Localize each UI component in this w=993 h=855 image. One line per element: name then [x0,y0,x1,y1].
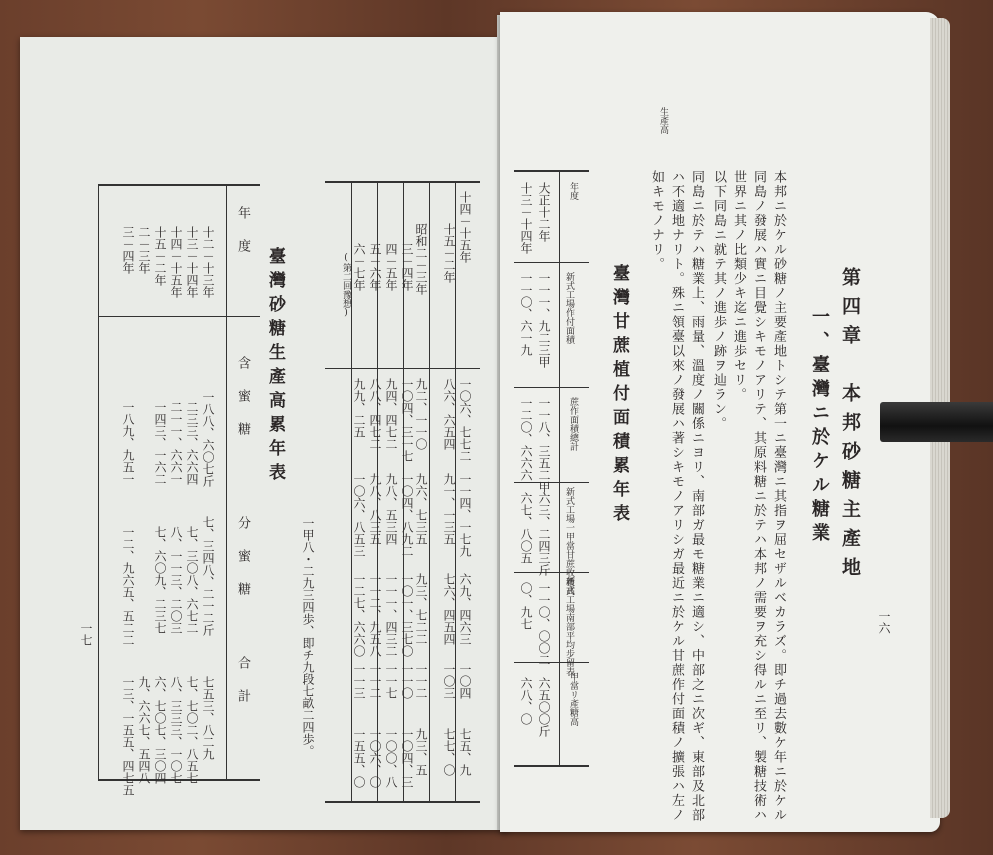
right-table [514,170,589,767]
upper-col-a-2: 八六、六五四 [442,378,456,450]
lower-ganmitsu-3: 二一一、六六一 [169,401,183,485]
lower-year-1: 十二－十三年 [201,226,215,298]
lower-ganmitsu-6: 一八九、九五一 [121,401,135,485]
binder-clip [880,402,993,442]
upper-col-b-7: 一〇六、八五三 [352,473,366,557]
right-row2-total-area: 一二〇、六六六 [519,397,533,481]
right-row1-ratio: 一一〇、〇〇二 [537,582,551,666]
upper-year-5: 四－五年 [384,243,398,291]
upper-col-c-3: 九三、七二二 [414,573,428,645]
upper-col-b-4: 一〇四、八九二 [400,473,414,557]
upper-col-c-7: 一二七、六六〇 [352,573,366,657]
right-row1-year: 大正十二年 [537,182,551,242]
upper-col-e-1: 七五、九 [458,728,472,776]
right-header-total-area: 蔗作面積總計 [568,397,578,451]
upper-col-d-7: 一一三 [352,663,366,699]
upper-col-d-5: 一一七 [384,663,398,699]
paragraph-line-6: ハ不適地ナリト。殊ニ領臺以來ノ發展ハ著シキモノアリシガ最近ニ於ケル甘蔗作付面積ノ擴張ハ左ノ [669,170,684,823]
upper-col-a-3: 九二、一一〇 [414,378,428,450]
upper-col-b-5: 九八、五三四 [384,473,398,545]
upper-table [325,181,480,803]
right-header-factory-area: 新式工場作付面積 [564,272,574,344]
lower-ganmitsu-1: 一八八、六〇七斤 [201,391,215,487]
upper-col-e-6: 一〇六、〇 [368,728,382,788]
upper-year-3: 昭和二－三年 [414,223,428,295]
right-row1-yield: 六三、二四三斤 [537,492,551,576]
upper-col-c-4: 一〇一、三七〇 [400,573,414,657]
lower-year-4: 十五－二年 [153,226,167,286]
upper-year-4: 三－四年 [400,243,414,291]
lower-header-ganmitsu: 含蜜糖 [235,356,250,455]
right-header-sugar-per-ko: 甲當リ產糖高 [568,672,578,726]
right-page-number: 一六 [877,610,891,634]
upper-year-note: (第二回豫想) [341,253,351,318]
lower-total-1: 七五三、八二九 [201,676,215,760]
section-title: 一、臺灣ニ於ケル糖業 [809,307,830,547]
upper-col-a-6: 八八、四七二 [368,378,382,450]
paragraph-line-3: 世界ニ其ノ比類少キ迄ニ進歩セリ。 [731,170,746,402]
upper-year-1: 十四－十五年 [458,191,472,263]
upper-col-e-5: 一〇〇、八 [384,728,398,788]
upper-col-e-3: 九三、五 [414,728,428,776]
upper-col-d-2: 一〇三 [442,663,456,699]
lower-bunmitsu-3: 八、一一三、二〇三 [169,526,183,634]
lower-bunmitsu-2: 七、三〇八、六七二 [185,526,199,634]
right-row2-year: 十三－十四年 [519,182,533,254]
lower-year-6: 三－四年 [121,226,135,274]
upper-col-a-1: 一〇六、七七二 [458,378,472,462]
right-header-ratio: 新式工場南部平均步留表 [564,577,574,676]
lower-table [98,184,260,796]
right-row1-factory-area: 一一一、九二三甲 [537,272,551,368]
chapter-title: 第四章 本邦砂糖主產地 [839,267,861,586]
upper-col-b-1: 一一四、一七九 [458,473,472,557]
lower-bunmitsu-6: 一二、九六五、五二二 [121,526,135,646]
right-header-yield: 新式工場一甲當甘蔗收穫高 [564,487,574,595]
upper-col-d-1: 一〇四 [458,663,472,699]
paragraph-line-2: 同島ノ發展ハ實ニ目覺シキモノアリテ、其原料糖ニ於テハ本邦ノ需要ヲ充シ得ルニ至リ、製糖技術ハ [751,170,766,823]
upper-col-c-5: 一一一、四三二 [384,573,398,657]
lower-bunmitsu-4: 七、六〇九、二三七 [153,526,167,634]
upper-col-b-2: 九一、一三五 [442,473,456,545]
lower-bunmitsu-1: 七、三四八、二一二斤 [201,516,215,636]
upper-col-c-2: 七六、四五四 [442,573,456,645]
right-header-year: 年度 [568,182,578,200]
upper-col-e-2: 七七、〇 [442,728,456,776]
right-row2-factory-area: 一一〇、六一九 [519,272,533,356]
upper-table-footnote: 一甲八・二九三四歩、即チ九段七畝二四歩。 [301,517,315,757]
lower-total-4: 六、七〇七、三〇四 [153,676,167,784]
left-page-number: 一七 [79,622,93,646]
upper-year-7: 六－七年 [352,243,366,291]
upper-col-a-5: 九四、四七二 [384,378,398,450]
upper-col-a-7: 九九、二五 [352,378,366,438]
right-row1-sugar: 六五〇〇斤 [537,677,551,737]
lower-header-total: 合計 [235,656,250,722]
right-row2-yield: 六七、八〇五 [519,492,533,564]
upper-year-6: 五－六年 [368,243,382,291]
upper-col-d-6: 一一二 [368,663,382,699]
left-page [20,37,508,830]
upper-col-a-4: 一〇四、三一七 [400,378,414,462]
right-row2-sugar: 六八、〇 [519,677,533,725]
upper-year-2: 十五－二年 [442,223,456,283]
paragraph-line-1: 本邦ニ於ケル砂糖ノ主要產地トシテ第一ニ臺灣ニ其指ヲ屈セザルベカラズ。即チ過去數ケ年ニ於ケル [771,170,786,823]
lower-total-6: 一三、一五五、四七五 [121,676,135,796]
upper-col-c-1: 六九、四六三 [458,573,472,645]
lower-year-5: 二－三年 [137,226,151,274]
right-row1-total-area: 一一八、三五二甲 [537,397,551,493]
lower-total-2: 七、七〇二、八五七 [185,676,199,784]
upper-col-e-4: 一〇四、三 [400,728,414,788]
upper-col-b-3: 九六、七三五 [414,473,428,545]
upper-col-c-6: 一一二、九五八 [368,573,382,657]
paragraph-line-4: 以下同島ニ就テ其ノ進歩ノ跡ヲ辿ラン。 [711,170,726,431]
lower-ganmitsu-4: 一四三、一六二 [153,401,167,485]
margin-note: 生產高 [658,107,668,134]
right-row2-ratio: 〇、九七 [519,582,533,630]
upper-col-e-7: 一五五、〇 [352,728,366,788]
lower-ganmitsu-2: 二三三、六六四 [185,401,199,485]
paragraph-line-7: 如キモノナリ。 [649,170,664,272]
paragraph-line-5: 同島ニ於テハ糖業上、雨量、溫度ノ關係ニヨリ、南部ガ最モ糖業ニ適シ、中部之ニ次ギ、東部及北部 [689,170,704,823]
lower-year-2: 十三－十四年 [185,226,199,298]
lower-header-year: 年度 [235,206,250,272]
upper-col-b-6: 九八、八三五 [368,473,382,545]
lower-table-title: 臺灣砂糖生產高累年表 [265,247,285,487]
upper-col-d-4: 一一〇 [400,663,414,699]
right-table-title: 臺灣甘蔗植付面積累年表 [609,264,629,528]
lower-header-bunmitsu: 分蜜糖 [235,516,250,615]
upper-col-d-3: 一一二 [414,663,428,699]
lower-year-3: 十四－十五年 [169,226,183,298]
right-page [500,12,940,832]
lower-total-3: 八、三三三、一〇七 [169,676,183,784]
lower-total-5: 九、六六七、五四八 [137,676,151,784]
